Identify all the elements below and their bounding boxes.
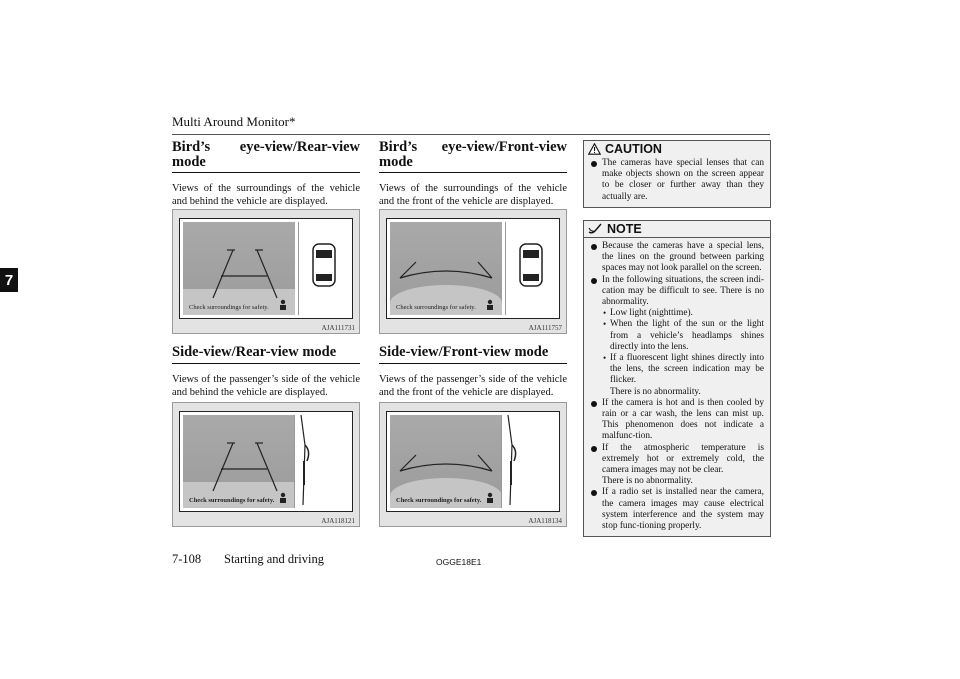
monitor-screen <box>386 218 560 319</box>
camera-person-icon <box>277 492 289 504</box>
vehicle-side-icon <box>295 415 349 505</box>
figure-id: AJA111731 <box>321 324 355 332</box>
section-title: Side-view/Rear-view mode <box>172 344 360 364</box>
section-side-front <box>379 344 567 399</box>
list-item: If a radio set is installed near the camera, the camera images may cause electrical system interference and the system may stop func-tioning properly. <box>590 487 764 532</box>
list-item: The cameras have special lenses that can make objects shown on the screen appear to be closer or further away than they actually are. <box>590 158 764 203</box>
vehicle-top-icon <box>299 222 349 312</box>
sub-list-item: • If a fluorescent light shines directly into the lens, the screen indication may be flicker. <box>602 353 764 387</box>
monitor-screen <box>386 411 560 512</box>
list-item: In the following situations, the screen indi-cation may be difficult to see. There is no abnormality. • Low light (nighttime). • When the light of the sun or the light from a vehicle’s headlamps shines directly into the lens. • If a fluorescent light shines directly into the lens, the screen indication may be flicker. There is no abnormality. <box>590 275 764 398</box>
top-view-panel <box>505 222 556 315</box>
section-body: Views of the surroundings of the vehicle and the front of the vehicle are displayed. <box>379 183 567 207</box>
caution-header: CAUTION <box>584 141 770 157</box>
side-camera-panel <box>294 415 349 508</box>
document-code: OGGE18E1 <box>436 557 482 567</box>
figure-birds-rear <box>172 209 360 334</box>
camera-person-icon <box>277 299 289 311</box>
page-number: 7-108 <box>172 552 202 566</box>
rear-camera-view <box>183 222 295 315</box>
list-item: Because the cameras have a special lens, the lines on the ground between parking spaces may not look parallel on the screen. <box>590 241 764 275</box>
sub-list <box>602 308 764 386</box>
sub-list-item: • Low light (nighttime). <box>602 308 764 319</box>
camera-person-icon <box>484 492 496 504</box>
monitor-screen <box>179 411 353 512</box>
running-header: Multi Around Monitor* <box>172 114 296 129</box>
sub-list-item: • When the light of the sun or the light from a vehicle’s headlamps shines directly into the lens. <box>602 319 764 353</box>
note-header: NOTE <box>584 221 770 238</box>
vehicle-top-icon <box>506 222 556 312</box>
rear-camera-view <box>183 415 295 508</box>
figure-side-rear <box>172 402 360 527</box>
monitor-screen <box>179 218 353 319</box>
list-item-tail: There is no abnormality. <box>602 476 693 487</box>
section-title: Bird’s eye-view/Front-view mode <box>379 140 567 173</box>
camera-person-icon <box>484 299 496 311</box>
list-item: If the camera is hot and is then cooled by rain or a car wash, the lens can mist up. This phenomenon does not indicate a malfunc-tion. <box>590 398 764 443</box>
figure-id: AJA118121 <box>321 517 355 525</box>
note-list <box>584 238 770 536</box>
safety-message: Check surroundings for safety. <box>189 304 269 311</box>
section-body: Views of the passenger’s side of the vehicle and behind the vehicle are displayed. <box>172 374 360 398</box>
figure-birds-front <box>379 209 567 334</box>
list-item: If the atmospheric temperature is extremely hot or extremely cold, the camera images may not be clear. There is no abnormality. <box>590 443 764 488</box>
top-view-panel <box>298 222 349 315</box>
list-item-tail: There is no abnormality. <box>610 386 701 397</box>
chapter-tab: 7 <box>0 268 18 292</box>
footer-section: Starting and driving <box>224 552 324 566</box>
safety-message: Check surroundings for safety. <box>189 497 275 504</box>
header-rule <box>172 134 770 135</box>
figure-side-front <box>379 402 567 527</box>
safety-message: Check surroundings for safety. <box>396 304 476 311</box>
section-title: Side-view/Front-view mode <box>379 344 567 364</box>
note-box <box>583 220 771 537</box>
caution-list <box>584 157 770 207</box>
section-birds-rear <box>172 140 360 208</box>
section-birds-front <box>379 140 567 208</box>
section-title: Bird’s eye-view/Rear-view mode <box>172 140 360 173</box>
section-body: Views of the surroundings of the vehicle and behind the vehicle are displayed. <box>172 183 360 207</box>
side-camera-panel <box>501 415 556 508</box>
warning-triangle-icon <box>588 143 601 155</box>
vehicle-side-icon <box>502 415 556 505</box>
safety-message: Check surroundings for safety. <box>396 497 482 504</box>
figure-id: AJA111757 <box>528 324 562 332</box>
section-side-rear <box>172 344 360 399</box>
figure-id: AJA118134 <box>528 517 562 525</box>
front-camera-view <box>390 222 502 315</box>
section-body: Views of the passenger’s side of the vehicle and the front of the vehicle are displayed. <box>379 374 567 398</box>
caution-box <box>583 140 771 208</box>
front-camera-view <box>390 415 502 508</box>
note-pen-icon <box>588 223 603 235</box>
